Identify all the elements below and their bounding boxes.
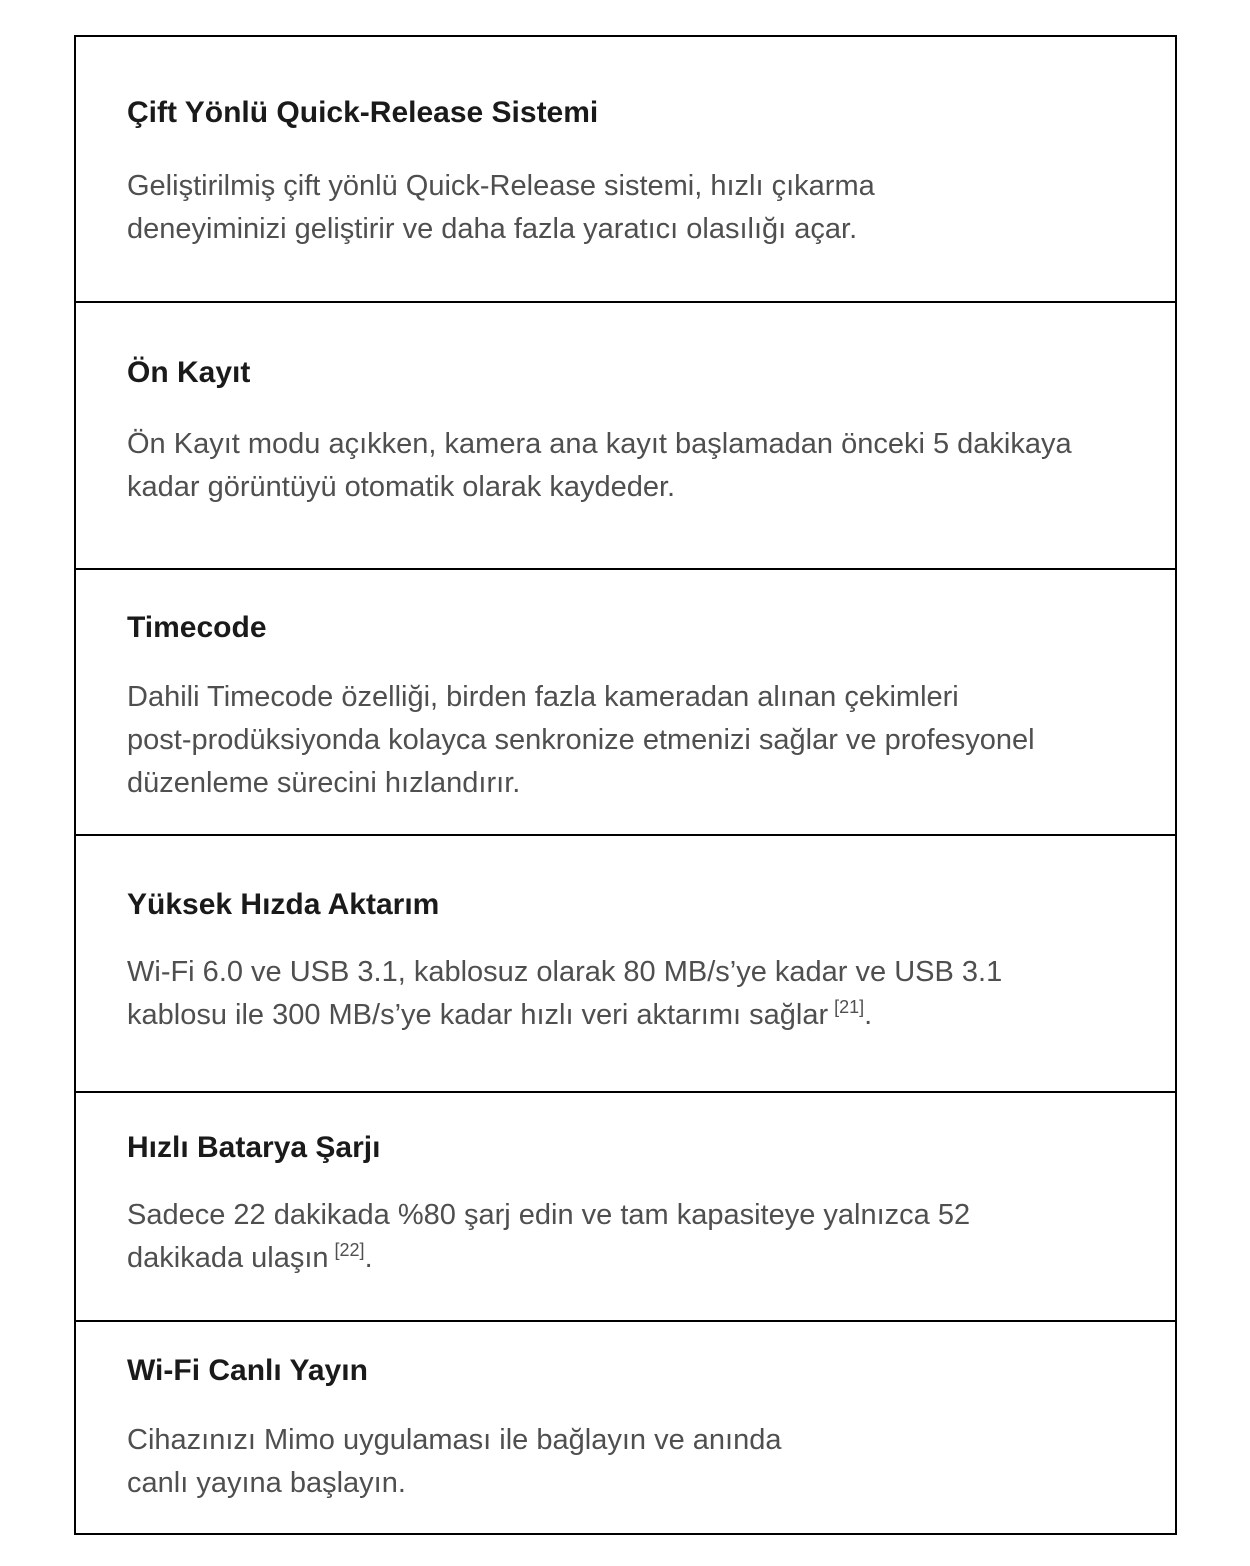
feature-description-text: Wi-Fi 6.0 ve USB 3.1, kablosuz olarak 80 MB/s’ye kadar ve USB 3.1 kablosu ile 300 MB/s’ye kadar hızlı veri aktarımı sağlar: [127, 956, 1003, 1031]
feature-description-text: Sadece 22 dakikada %80 şarj edin ve tam kapasiteye yalnızca 52 dakikada ulaşın: [127, 1199, 971, 1274]
feature-row-high-speed-transfer: [76, 836, 1175, 1093]
feature-heading: Ön Kayıt: [127, 356, 251, 389]
feature-heading: Çift Yönlü Quick-Release Sistemi: [127, 96, 599, 129]
feature-row-wifi-livestream: [76, 1322, 1175, 1533]
feature-description-text: Dahili Timecode özelliği, birden fazla kameradan alınan çekimleri post-prodüksiyonda kolayca senkronize etmenizi sağlar ve profesyonel düzenleme sürecini hızlandırır.: [127, 681, 1035, 799]
feature-description-text: Cihazınızı Mimo uygulaması ile bağlayın ve anında canlı yayına başlayın.: [127, 1424, 782, 1499]
feature-heading: Timecode: [127, 611, 267, 644]
feature-heading: Wi-Fi Canlı Yayın: [127, 1354, 368, 1387]
citation-ref: [22]: [334, 1240, 365, 1261]
feature-description: [127, 676, 1147, 805]
feature-description-text: Geliştirilmiş çift yönlü Quick-Release sistemi, hızlı çıkarma deneyiminizi geliştirir ve daha fazla yaratıcı olasılığı açar.: [127, 170, 875, 245]
features-table: [74, 35, 1177, 1535]
citation-ref: [21]: [834, 997, 865, 1018]
citation-period: .: [864, 999, 873, 1031]
feature-row-fast-charging: [76, 1093, 1175, 1322]
feature-heading: Yüksek Hızda Aktarım: [127, 888, 440, 921]
feature-description: [127, 165, 1147, 251]
feature-heading: Hızlı Batarya Şarjı: [127, 1131, 381, 1164]
feature-description: [127, 423, 1147, 509]
feature-row-pre-record: [76, 303, 1175, 570]
feature-description: [127, 1419, 1147, 1505]
feature-description: [127, 951, 1147, 1037]
feature-row-quick-release: [76, 37, 1175, 303]
feature-row-timecode: [76, 570, 1175, 836]
feature-description: [127, 1194, 1147, 1280]
feature-description-text: Ön Kayıt modu açıkken, kamera ana kayıt başlamadan önceki 5 dakikaya kadar görüntüyü otomatik olarak kaydeder.: [127, 428, 1072, 503]
citation-period: .: [364, 1242, 373, 1274]
